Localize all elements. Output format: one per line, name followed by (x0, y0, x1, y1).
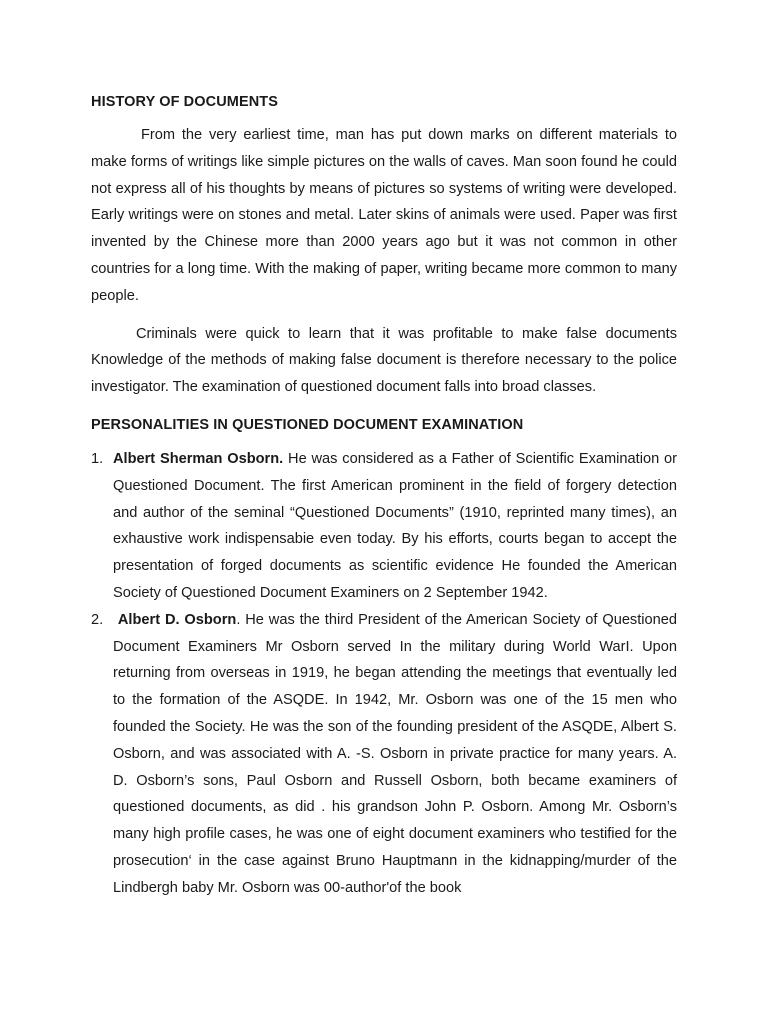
list-item-number: 1. (91, 450, 104, 467)
personality-name: Albert Sherman Osborn. (113, 450, 284, 467)
document-page (91, 92, 677, 902)
paragraph-criminals: Criminals were quick to learn that it was profitable to make false documents Knowledge of the methods of making false document is therefore necessary to the police investigator. The examination of questioned document falls into broad classes. (91, 325, 677, 396)
list-item (91, 446, 677, 607)
personalities-list (91, 446, 677, 902)
list-item (91, 607, 677, 902)
paragraph-history: From the very earliest time, man has put down marks on different materials to make forms of writings like simple pictures on the walls of caves. Man soon found he could not express all of his thoughts by means of pictures so systems of writing were developed. Early writings were on stones and metal. Later skins of animals were used. Paper was first invented by the Chinese more than 2000 years ago but it was not common in other countries for a long time. With the making of paper, writing became more common to many people. (91, 127, 677, 304)
personality-name: Albert D. Osborn (117, 611, 237, 628)
list-item-number: 2. (91, 611, 104, 628)
section-heading-history: HISTORY OF DOCUMENTS (91, 94, 279, 110)
personality-description: He was considered as a Father of Scientific Examination or Questioned Document. The first American prominent in the field of forgery detection and author of the seminal “Questioned Documents” (1910, reprinted many times), an exhaustive work indispensabie even today. By his efforts, courts began to accept the presentation of forged documents as scientific evidence He founded the American Society of Questioned Document Examiners on 2 September 1942. (113, 450, 677, 601)
personality-description: . He was the third President of the American Society of Questioned Document Examiners Mr Osborn served In the military during World WarI. Upon returning from overseas in 1919, he began attending the meetings that eventually led to the formation of the ASQDE. In 1942, Mr. Osborn was one of the 15 men who founded the Society. He was the son of the founding president of the ASQDE, Albert S. Osborn, and was associated with A. -S. Osborn in private practice for many years. A. D. Osborn’s sons, Paul Osborn and Russell Osborn, both became examiners of questioned documents, as did . his grandson John P. Osborn. Among Mr. Osborn’s many high profile cases, he was one of eight document examiners who testified for the prosecution‘ in the case against Bruno Hauptmann in the kidnapping/murder of the Lindbergh baby Mr. Osborn was 00-author'of the book (113, 611, 677, 896)
section-heading-personalities: PERSONALITIES IN QUESTIONED DOCUMENT EXAMINATION (91, 416, 524, 433)
